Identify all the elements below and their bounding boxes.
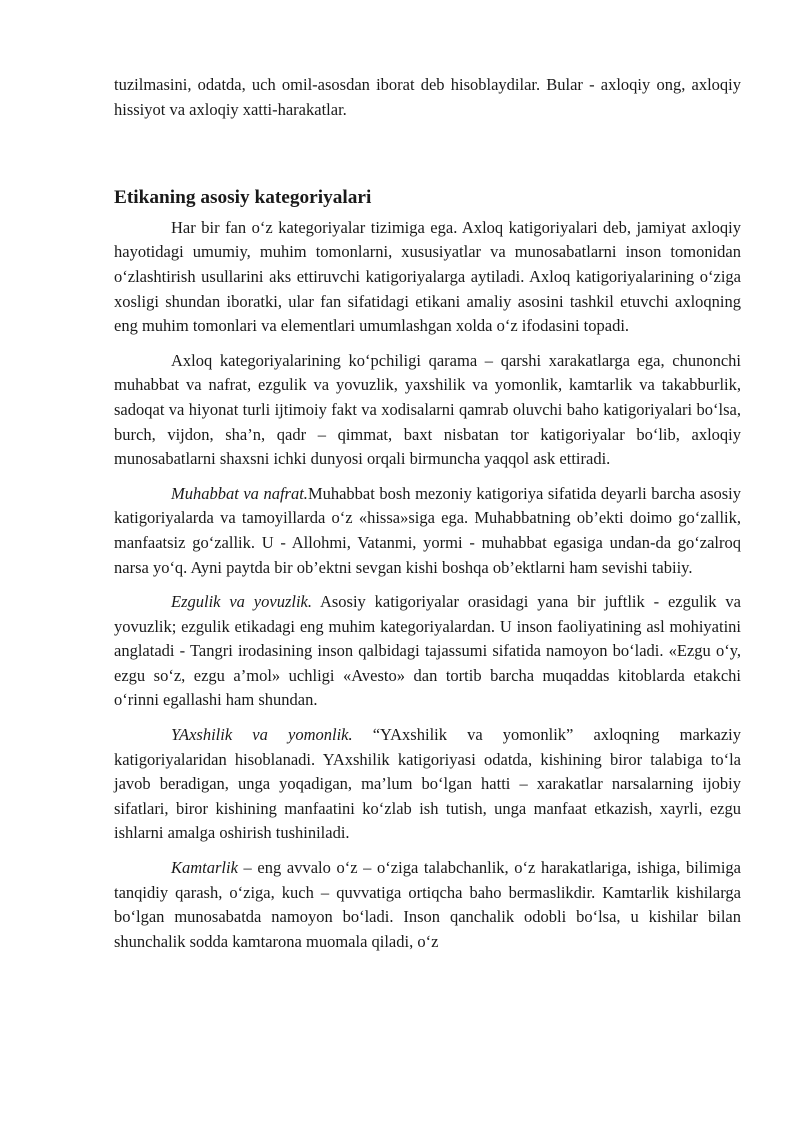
paragraph-text: – eng avvalo o‘z – o‘ziga talabchanlik, o‘z harakatlariga, ishiga, bilimiga tanqidiy qarash, o‘ziga, kuch – quvvatiga ortiqcha baho bermaslikdir. Kamtarlik kishilarga bo‘lgan munosabatda namoyon bo‘ladi. Inson qanchalik odobli bo‘lsa, u kishilar bilan shunchalik sodda kamtarona muomala qiladi, o‘z <box>114 858 741 951</box>
paragraph-opposites <box>114 349 741 472</box>
paragraph-lead: Kamtarlik <box>171 858 238 878</box>
paragraph-lead: Muhabbat va nafrat. <box>171 483 308 503</box>
paragraph-lead: Ezgulik va yovuzlik. <box>171 592 312 612</box>
paragraph-text: “YAxshilik va yomonlik” axloqning markaziy katigoriyalaridan hisoblanadi. YAxshilik katigoriyasi odatda, kishining biror talabiga to‘la javob beradigan, unga yoqadigan, ma’lum bo‘lgan hatti – xarakatlar narsalarning ijobiy sifatlari, biror kishining manfaatini ko‘zlab ish tutish, unga manfaat etkazish, xayrli, ezgu ishlarni amalga oshirish tushiniladi. <box>114 725 741 843</box>
paragraph-love-hate <box>114 482 741 580</box>
paragraph-text: Axloq kategoriyalarining ko‘pchiligi qarama – qarshi xarakatlarga ega, chunonchi muhabbat va nafrat, ezgulik va yovuzlik, yaxshilik va yomonlik, kamtarlik va takabburlik, sadoqat va hiyonat turli ijtimoiy fakt va xodisalarni qamrab oluvchi baho katigoriyalari bo‘lsa, burch, vijdon, sha’n, qadr – qimmat, baxt nisbatan tor katigoriyalar bo‘lib, axloqiy munosabatlarni shaxsni ichki dunyosi orqali birmuncha yaqqol ask ettiradi. <box>114 350 741 469</box>
paragraph-modesty <box>114 856 741 954</box>
paragraph-text: Muhabbat bosh mezoniy katigoriya sifatida deyarli barcha asosiy katigoriyalarda va tamoyillarda o‘z «hissa»siga ega. Muhabbatning ob’ekti doimo go‘zallik, manfaatsiz go‘zallik. U - Allohmi, Vatanmi, yormi - muhabbat egasiga undan-da go‘zalroq narsa yo‘q. Ayni paytda bir ob’ektni sevgan kishi boshqa ob’ektlarni ham sevishi tabiiy. <box>114 483 742 577</box>
paragraph-good-evil <box>114 590 741 713</box>
paragraph-goodness-badness <box>114 723 741 846</box>
paragraph-categories <box>114 216 741 339</box>
section-heading: Etikaning asosiy kategoriyalari <box>114 187 372 209</box>
intro-paragraph: tuzilmasini, odatda, uch omil-asosdan iborat deb hisoblaydilar. Bular - axloqiy ong, axloqiy hissiyot va axloqiy xatti-harakatlar. <box>114 75 741 119</box>
document-page <box>114 73 741 954</box>
paragraph-text: Har bir fan o‘z kategoriyalar tizimiga ega. Axloq katigoriyalari deb, jamiyat axloqiy hayotidagi umumiy, muhim tomonlarni, xususiyatlar va munosabatlarni inson tomonidan o‘zlashtirish usullarini aks ettiruvchi katigoriyalarga aytiladi. Axloq katigoriyalarining o‘ziga xosligi shundan iboratki, ular fan sifatidagi etikani amaliy asosini tashkil etuvchi axloqning eng muhim tomonlari va elementlari umumlashgan xolda o‘z ifodasini topadi. <box>114 217 741 336</box>
paragraph-text: Asosiy katigoriyalar orasidagi yana bir juftlik - ezgulik va yovuzlik; ezgulik etikadagi eng muhim kategoriyalardan. U inson faoliyatining asl mohiyatini anglatadi - Tangri irodasining inson qalbidagi tajassumi sifatida namoyon bo‘ladi. «Ezgu o‘y, ezgu so‘z, ezgu a’mol» uchligi «Avesto» dan tortib barcha muqaddas kitoblarda etakchi o‘rinni egallashi ham shundan. <box>114 592 741 710</box>
paragraph-lead: YAxshilik va yomonlik. <box>171 725 353 745</box>
